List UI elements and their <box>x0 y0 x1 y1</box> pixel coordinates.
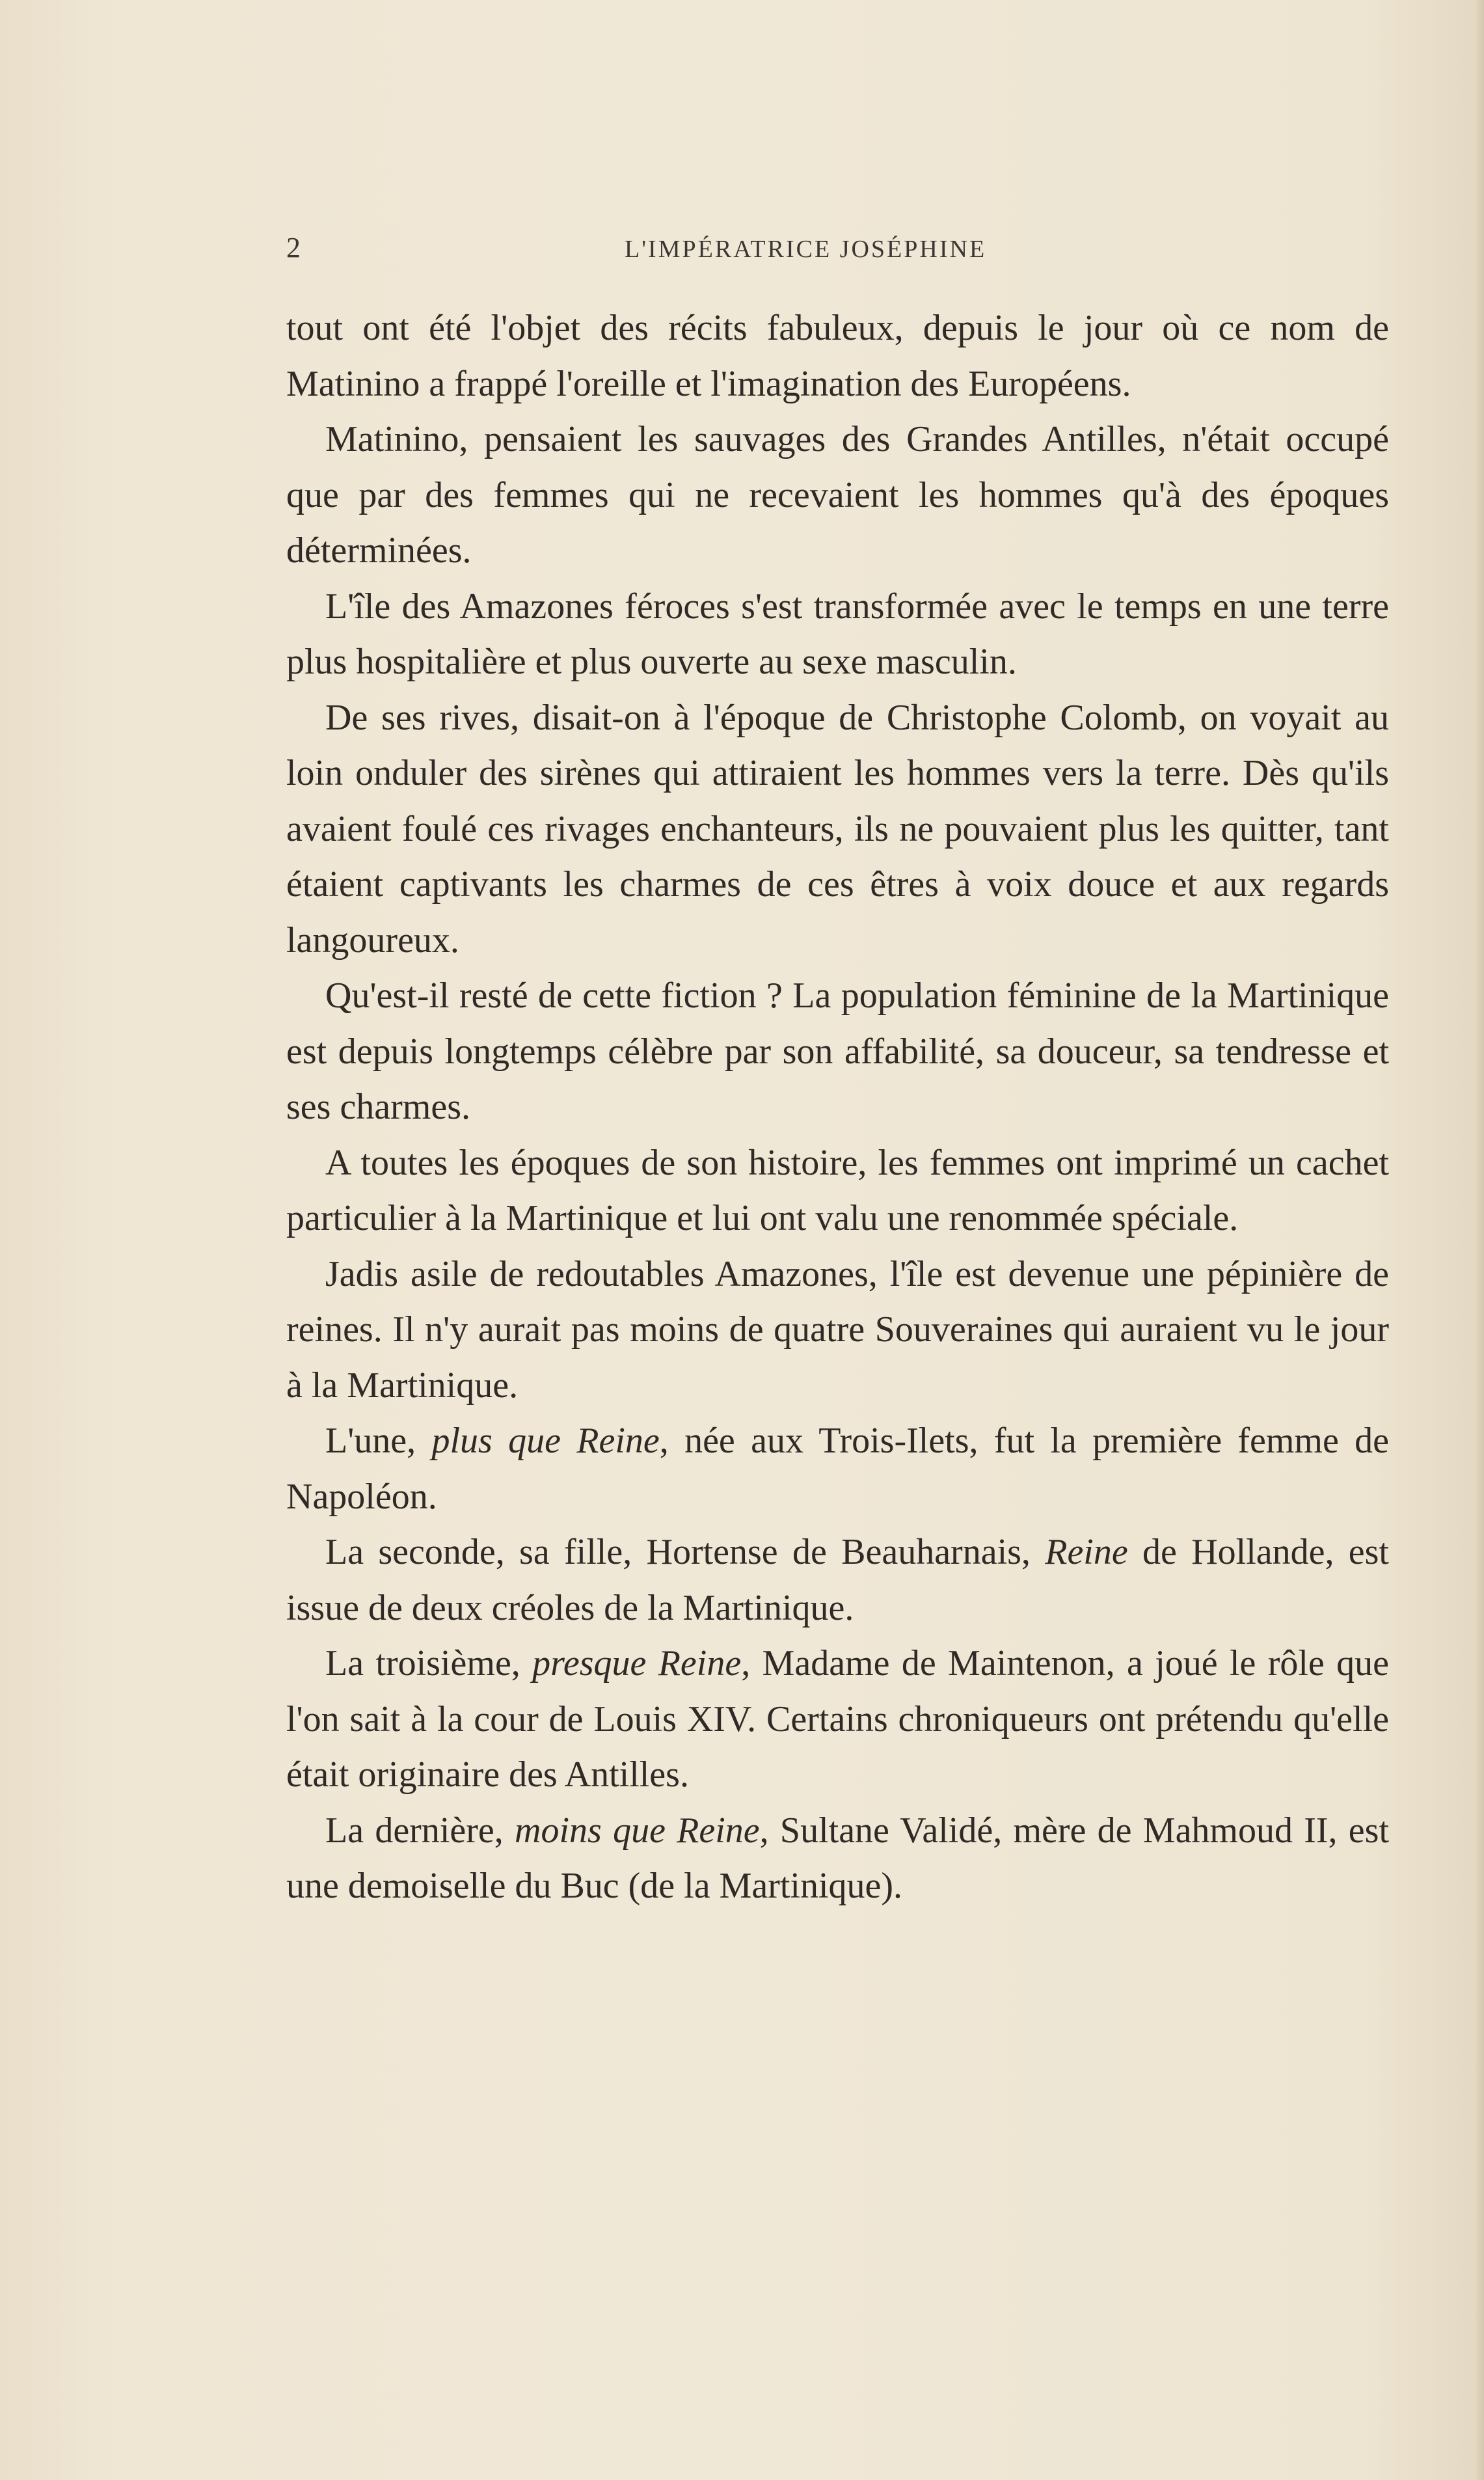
page-edge-shadow <box>1475 0 1484 2480</box>
paragraph: A toutes les époques de son histoire, les femmes ont imprimé un cachet particulier à la Martinique et lui ont valu une renommée spéciale. <box>286 1142 1389 1238</box>
italic-phrase: moins que Reine <box>515 1810 760 1851</box>
running-head: L'IMPÉRATRICE JOSÉPHINE <box>625 236 987 263</box>
italic-phrase: Reine <box>1045 1532 1128 1572</box>
page-header <box>286 231 1392 270</box>
paragraph: Jadis asile de redoutables Amazones, l'île est devenue une pépinière de reines. Il n'y aurait pas moins de quatre Souveraines qui auraient vu le jour à la Martinique. <box>286 1253 1389 1406</box>
paragraph: La seconde, sa fille, Hortense de Beauharnais, Reine de Hollande, est issue de deux créoles de la Martinique. <box>286 1532 1389 1628</box>
paragraph: L'une, plus que Reine, née aux Trois-Ilets, fut la première femme de Napoléon. <box>286 1421 1389 1517</box>
italic-phrase: presque Reine <box>532 1643 742 1683</box>
italic-phrase: plus que Reine <box>431 1421 660 1461</box>
paragraph: De ses rives, disait-on à l'époque de Christophe Colomb, on voyait au loin onduler des sirènes qui attiraient les hommes vers la terre. Dès qu'ils avaient foulé ces rivages enchanteurs, ils ne pouvaient plus les quitter, tant étaient captivants les charmes de ces êtres à voix douce et aux regards langoureux. <box>286 697 1389 961</box>
paragraph: Qu'est-il resté de cette fiction ? La population féminine de la Martinique est depuis longtemps célèbre par son affabilité, sa douceur, sa tendresse et ses charmes. <box>286 975 1389 1127</box>
body-text <box>286 301 1389 1915</box>
paragraph: La dernière, moins que Reine, Sultane Validé, mère de Mahmoud II, est une demoiselle du Buc (de la Martinique). <box>286 1810 1390 1906</box>
page-number: 2 <box>286 232 301 264</box>
paragraph: L'île des Amazones féroces s'est transformée avec le temps en une terre plus hospitalière et plus ouverte au sexe masculin. <box>286 586 1389 682</box>
paragraph: La troisième, presque Reine, Madame de Maintenon, a joué le rôle que l'on sait à la cour de Louis XIV. Certains chroniqueurs ont prétendu qu'elle était originaire des Antilles. <box>286 1643 1389 1795</box>
paragraph: tout ont été l'objet des récits fabuleux, depuis le jour où ce nom de Matinino a frappé l'oreille et l'imagination des Européens. <box>286 308 1389 404</box>
paragraph: Matinino, pensaient les sauvages des Grandes Antilles, n'était occupé que par des femmes qui ne recevaient les hommes qu'à des époques déterminées. <box>286 419 1389 571</box>
